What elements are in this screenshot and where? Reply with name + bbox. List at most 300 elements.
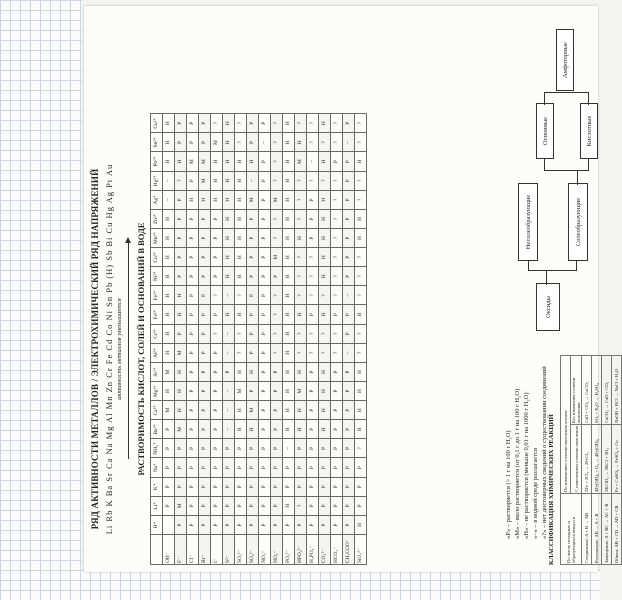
cation-header: Hg²⁺ [151, 171, 163, 190]
table-row [247, 114, 259, 565]
solubility-cell: Н [223, 209, 235, 228]
solubility-cell: Р [343, 362, 355, 381]
solubility-cell: Н [223, 133, 235, 152]
solubility-cell: – [343, 133, 355, 152]
solubility-cell: Р [199, 209, 211, 228]
solubility-table [150, 113, 367, 565]
table-row [612, 356, 622, 565]
reference-sheet [84, 6, 619, 572]
solubility-cell: М [247, 190, 259, 209]
solubility-cell: Р [307, 401, 319, 420]
solubility-cell: Р [187, 401, 199, 420]
solubility-cell: Р [187, 362, 199, 381]
connector-line [544, 93, 545, 105]
solubility-cell: Н [283, 152, 295, 171]
solubility-cell: Р [175, 267, 187, 286]
solubility-cell: Н [235, 229, 247, 248]
solubility-cell: Р [331, 362, 343, 381]
legend-item: «?» – нет достоверных сведений о существовании соединений [541, 366, 548, 539]
solubility-cell: Р [247, 229, 259, 248]
solubility-cell: Р [307, 439, 319, 458]
solubility-cell: ? [235, 324, 247, 343]
solubility-cell: Р [199, 248, 211, 267]
solubility-cell: – [223, 382, 235, 401]
solubility-cell: Н [355, 515, 367, 534]
solubility-cell: Н [199, 190, 211, 209]
reactions-head-oxidation: По изменению степени окисления атомов [561, 356, 571, 494]
solubility-cell: ? [271, 133, 283, 152]
solubility-cell: Р [343, 305, 355, 324]
solubility-cell: Н [283, 133, 295, 152]
anion-label: HCO₃⁻ [331, 535, 343, 565]
solubility-cell: Р [343, 152, 355, 171]
solubility-cell: ? [355, 286, 367, 305]
solubility-cell: ? [331, 248, 343, 267]
solubility-cell: Н [355, 305, 367, 324]
solubility-cell: ? [235, 133, 247, 152]
solubility-cell: Н [247, 420, 259, 439]
solubility-cell: Р [175, 209, 187, 228]
solubility-cell: ? [355, 439, 367, 458]
solubility-cell: Р [343, 515, 355, 534]
solubility-cell: Р [247, 209, 259, 228]
solubility-cell: Р [199, 401, 211, 420]
solubility-cell: ? [295, 267, 307, 286]
solubility-cell: Р [307, 190, 319, 209]
solubility-cell: Н [211, 152, 223, 171]
connector-line [544, 159, 545, 171]
solubility-cell: Р [163, 458, 175, 477]
solubility-cell: Р [211, 420, 223, 439]
solubility-cell: ? [175, 171, 187, 190]
solubility-cell: ? [355, 248, 367, 267]
solubility-cell: Р [331, 382, 343, 401]
solubility-cell: Р [199, 420, 211, 439]
connector-line [577, 171, 578, 185]
solubility-cell: Н [355, 362, 367, 381]
solubility-cell: Р [295, 458, 307, 477]
solubility-cell: Р [247, 477, 259, 496]
cation-header: Fe²⁺ [151, 305, 163, 324]
solubility-cell: Р [211, 305, 223, 324]
solubility-cell: Н [355, 382, 367, 401]
solubility-cell: ? [331, 133, 343, 152]
solubility-cell: Р [247, 515, 259, 534]
solubility-cell: Р [259, 515, 271, 534]
graph-paper-bottom [0, 570, 600, 600]
solubility-cell: Н [319, 420, 331, 439]
table-row [199, 114, 211, 565]
solubility-cell: Р [163, 439, 175, 458]
table-row [211, 114, 223, 565]
reactions-head-count: По числу исходных и образующихся веществ [561, 493, 582, 564]
solubility-cell: Р [259, 152, 271, 171]
solubility-cell: Р [259, 439, 271, 458]
solubility-cell: Р [271, 477, 283, 496]
solubility-cell: М [163, 401, 175, 420]
solubility-cell: Р [187, 209, 199, 228]
solubility-cell: Р [247, 286, 259, 305]
solubility-cell: Р [175, 324, 187, 343]
solubility-cell: Р [355, 477, 367, 496]
solubility-cell [163, 515, 175, 534]
solubility-cell: Р [199, 362, 211, 381]
solubility-cell: – [307, 152, 319, 171]
cation-header: Fe³⁺ [151, 286, 163, 305]
solubility-cell: Р [271, 362, 283, 381]
solubility-cell: Р [247, 114, 259, 133]
solubility-cell: ? [307, 343, 319, 362]
reactions-subhead-redox: С изменением степени окисления [571, 424, 582, 493]
solubility-cell: Р [259, 458, 271, 477]
solubility-cell: Р [247, 324, 259, 343]
solubility-cell: ? [235, 114, 247, 133]
solubility-cell: Н [247, 362, 259, 381]
solubility-cell: Р [271, 382, 283, 401]
solubility-cell: Н [319, 305, 331, 324]
table-row [582, 356, 592, 565]
solubility-cell: Р [187, 267, 199, 286]
cation-header: Ni²⁺ [151, 267, 163, 286]
solubility-cell: ? [295, 324, 307, 343]
cation-header: NH₄⁺ [151, 439, 163, 458]
solubility-cell: Н [163, 305, 175, 324]
solubility-cell: Р [247, 496, 259, 515]
solubility-cell: Н [163, 382, 175, 401]
solubility-cell: Р [199, 286, 211, 305]
cation-header: Cr³⁺ [151, 324, 163, 343]
table-row [355, 114, 367, 565]
solubility-cell: Н [319, 190, 331, 209]
solubility-cell: М [271, 248, 283, 267]
solubility-cell: ? [319, 286, 331, 305]
solubility-cell: ? [271, 286, 283, 305]
cation-header: Cu²⁺ [151, 114, 163, 133]
solubility-cell: Р [235, 458, 247, 477]
anion-label: CO₃²⁻ [319, 535, 331, 565]
solubility-cell: Н [283, 190, 295, 209]
solubility-cell: Р [343, 267, 355, 286]
solubility-cell: Н [175, 305, 187, 324]
solubility-cell: Р [307, 362, 319, 381]
solubility-cell: Р [187, 496, 199, 515]
solubility-cell: Н [283, 324, 295, 343]
solubility-cell: Р [187, 305, 199, 324]
oxides-box: Оксиды [536, 283, 560, 331]
solubility-cell: Н [319, 267, 331, 286]
solubility-cell: – [223, 286, 235, 305]
solubility-cell: ? [319, 171, 331, 190]
solubility-cell: Н [283, 401, 295, 420]
solubility-cell: Р [259, 248, 271, 267]
solubility-cell: Н [235, 267, 247, 286]
solubility-cell: Р [247, 248, 259, 267]
reactions-subhead-nonredox: Без изменения степени окисления [571, 356, 582, 425]
solubility-cell: Р [259, 267, 271, 286]
solubility-cell: ? [331, 343, 343, 362]
solubility-cell: Н [175, 152, 187, 171]
solubility-cell: Н [163, 286, 175, 305]
anion-label: OH⁻ [163, 535, 175, 565]
solubility-cell: Р [343, 171, 355, 190]
solubility-cell: Р [343, 458, 355, 477]
solubility-cell: – [223, 324, 235, 343]
solubility-cell: М [175, 420, 187, 439]
solubility-cell: ? [271, 114, 283, 133]
solubility-cell: Р [343, 382, 355, 401]
table-row [187, 114, 199, 565]
solubility-cell: Р [259, 401, 271, 420]
solubility-cell: Р [247, 439, 259, 458]
table-row [235, 114, 247, 565]
cation-header: Co²⁺ [151, 248, 163, 267]
solubility-cell: ? [355, 133, 367, 152]
solubility-cell: Р [175, 229, 187, 248]
solubility-cell: Р [223, 515, 235, 534]
solubility-cell: Р [259, 209, 271, 228]
solubility-cell: – [259, 133, 271, 152]
solubility-cell: Н [283, 248, 295, 267]
solubility-cell: ? [235, 343, 247, 362]
solubility-cell: – [283, 439, 295, 458]
solubility-cell: Р [307, 209, 319, 228]
solubility-cell: ? [355, 267, 367, 286]
solubility-cell: ? [295, 190, 307, 209]
solubility-cell: ? [331, 324, 343, 343]
solubility-cell: Р [283, 458, 295, 477]
solubility-cell: Р [199, 305, 211, 324]
solubility-cell: Р [343, 324, 355, 343]
solubility-cell: Р [331, 477, 343, 496]
anion-label: NO₂⁻ [271, 535, 283, 565]
cation-header: H⁺ [151, 515, 163, 534]
solubility-cell: ? [355, 343, 367, 362]
solubility-cell: Р [211, 382, 223, 401]
table-row [602, 356, 612, 565]
solubility-cell: Н [235, 248, 247, 267]
solubility-cell: Р [259, 114, 271, 133]
solubility-cell: Р [319, 496, 331, 515]
solubility-cell: Р [187, 286, 199, 305]
solubility-cell: Р [343, 496, 355, 515]
solubility-cell: Н [223, 267, 235, 286]
solubility-cell: Н [355, 229, 367, 248]
solubility-cell: Р [175, 133, 187, 152]
legend-item: «М» – мало растворяется (от 0,1 г до 1 г на 100 г H₂O) [514, 388, 521, 539]
solubility-cell: Р [271, 496, 283, 515]
solubility-cell: Н [163, 229, 175, 248]
solubility-cell: Н [163, 133, 175, 152]
solubility-cell: Р [199, 439, 211, 458]
solubility-cell: – [247, 171, 259, 190]
cation-header: Zn²⁺ [151, 209, 163, 228]
solubility-cell: ? [295, 171, 307, 190]
connector-line [528, 261, 529, 271]
solubility-cell: Р [259, 324, 271, 343]
solubility-cell: Н [319, 248, 331, 267]
solubility-cell: Н [187, 190, 199, 209]
solubility-cell: Н [163, 152, 175, 171]
solubility-cell: Р [331, 439, 343, 458]
solubility-cell: – [223, 343, 235, 362]
solubility-cell: Н [175, 382, 187, 401]
solubility-cell: Р [307, 420, 319, 439]
solubility-cell: Р [331, 420, 343, 439]
solubility-cell: Р [343, 248, 355, 267]
solubility-cell: Н [283, 267, 295, 286]
solubility-cell: Н [163, 324, 175, 343]
solubility-cell: Н [283, 343, 295, 362]
solubility-cell: Р [271, 267, 283, 286]
solubility-cell: ? [307, 248, 319, 267]
cation-header: Pb²⁺ [151, 152, 163, 171]
solubility-cell: Н [355, 401, 367, 420]
solubility-cell: ? [271, 171, 283, 190]
activity-series: Li Rb K Ba Sr Ca Na Mg Al Mn Zn Cr Fe Cd Co Ni Sn Pb (H) Sb Bi Cu Hg Ag Pt Au [104, 163, 114, 535]
solubility-cell: М [235, 382, 247, 401]
connector-line [546, 271, 547, 285]
solubility-cell: Н [235, 209, 247, 228]
solubility-cell: Р [187, 477, 199, 496]
solubility-cell: Р [355, 496, 367, 515]
rotated-content [86, 9, 619, 569]
solubility-cell: М [295, 382, 307, 401]
solubility-cell: ? [307, 133, 319, 152]
cation-header: Sn²⁺ [151, 133, 163, 152]
solubility-cell: Р [199, 458, 211, 477]
solubility-cell: ? [307, 324, 319, 343]
solubility-cell: Р [199, 343, 211, 362]
solubility-cell: Р [343, 439, 355, 458]
solubility-cell: ? [331, 267, 343, 286]
solubility-cell: Р [175, 477, 187, 496]
solubility-cell: Р [259, 286, 271, 305]
solubility-cell: Н [163, 343, 175, 362]
solubility-cell: – [223, 401, 235, 420]
cation-header: Li⁺ [151, 496, 163, 515]
solubility-cell: Р [199, 114, 211, 133]
basic-box: Основные [536, 103, 554, 159]
solubility-cell: Р [343, 114, 355, 133]
legend-item: «–» – в водной среде разлагается [532, 448, 539, 539]
solubility-cell: Р [211, 362, 223, 381]
anion-label: Cl⁻ [187, 535, 199, 565]
solubility-cell: Р [247, 305, 259, 324]
solubility-cell: Р [331, 152, 343, 171]
solubility-cell: – [223, 420, 235, 439]
solubility-cell: Р [295, 439, 307, 458]
solubility-cell: Р [187, 324, 199, 343]
solubility-cell: Н [211, 171, 223, 190]
solubility-cell: ? [331, 171, 343, 190]
solubility-cell: Р [187, 229, 199, 248]
cation-header: K⁺ [151, 477, 163, 496]
solubility-cell: Р [271, 401, 283, 420]
solubility-cell: Р [235, 496, 247, 515]
solubility-cell: Р [307, 229, 319, 248]
solubility-cell: Р [187, 515, 199, 534]
solubility-cell: Р [307, 515, 319, 534]
solubility-cell: Р [235, 439, 247, 458]
anion-label: CH₃COO⁻ [343, 535, 355, 565]
solubility-cell: Р [307, 496, 319, 515]
solubility-cell: Р [283, 515, 295, 534]
solubility-cell: – [163, 190, 175, 209]
amphoteric-box: Амфотерные [556, 29, 574, 91]
solubility-cell: Н [223, 248, 235, 267]
solubility-cell: – [343, 343, 355, 362]
solubility-cell: ? [355, 114, 367, 133]
solubility-cell: Р [307, 477, 319, 496]
table-row [319, 114, 331, 565]
solubility-cell: ? [271, 229, 283, 248]
solubility-cell: Р [175, 515, 187, 534]
solubility-cell: Н [163, 114, 175, 133]
solubility-cell: ? [355, 190, 367, 209]
activity-arrow [128, 239, 129, 459]
solubility-cell: Р [247, 133, 259, 152]
solubility-cell: Р [223, 439, 235, 458]
table-row [343, 114, 355, 565]
solubility-cell: ? [307, 286, 319, 305]
reactions-table [560, 355, 622, 565]
solubility-cell: Н [355, 152, 367, 171]
solubility-cell: ? [331, 114, 343, 133]
solubility-cell: Р [343, 209, 355, 228]
solubility-cell: Н [319, 362, 331, 381]
anion-label: I⁻ [211, 535, 223, 565]
solubility-cell: Н [283, 305, 295, 324]
solubility-cell: Н [283, 362, 295, 381]
solubility-cell: М [271, 190, 283, 209]
solubility-cell: ? [331, 209, 343, 228]
solubility-cell: ? [271, 209, 283, 228]
solubility-cell: Н [175, 286, 187, 305]
solubility-cell: Р [247, 458, 259, 477]
solubility-cell: ? [295, 286, 307, 305]
connector-line [544, 92, 564, 93]
solubility-cell: Р [343, 190, 355, 209]
solubility-cell: Р [235, 515, 247, 534]
solubility-cell: Н [163, 267, 175, 286]
connector-line [576, 261, 577, 271]
corner-cell [151, 535, 163, 565]
solubility-cell: Н [319, 229, 331, 248]
solubility-cell: Р [211, 229, 223, 248]
solubility-cell: ? [271, 324, 283, 343]
solubility-cell: Н [175, 401, 187, 420]
solubility-cell: Р [343, 420, 355, 439]
solubility-cell: Р [187, 343, 199, 362]
cation-header: Mn²⁺ [151, 229, 163, 248]
solubility-cell: Р [175, 114, 187, 133]
solubility-cell: Р [211, 496, 223, 515]
solubility-cell: ? [307, 267, 319, 286]
anion-label: SO₃²⁻ [235, 535, 247, 565]
solubility-cell: Р [223, 458, 235, 477]
table-row [223, 114, 235, 565]
anion-label: SiO₃²⁻ [355, 535, 367, 565]
solubility-cell: Р [319, 477, 331, 496]
solubility-cell: Р [319, 458, 331, 477]
solubility-cell: ? [331, 229, 343, 248]
reaction-example: NaOH + HCl → NaCl + H₂O [612, 356, 622, 425]
solubility-cell: Р [271, 420, 283, 439]
solubility-cell: Н [295, 133, 307, 152]
solubility-cell: Н [283, 286, 295, 305]
solubility-cell: ? [355, 324, 367, 343]
solubility-cell: Н [247, 152, 259, 171]
